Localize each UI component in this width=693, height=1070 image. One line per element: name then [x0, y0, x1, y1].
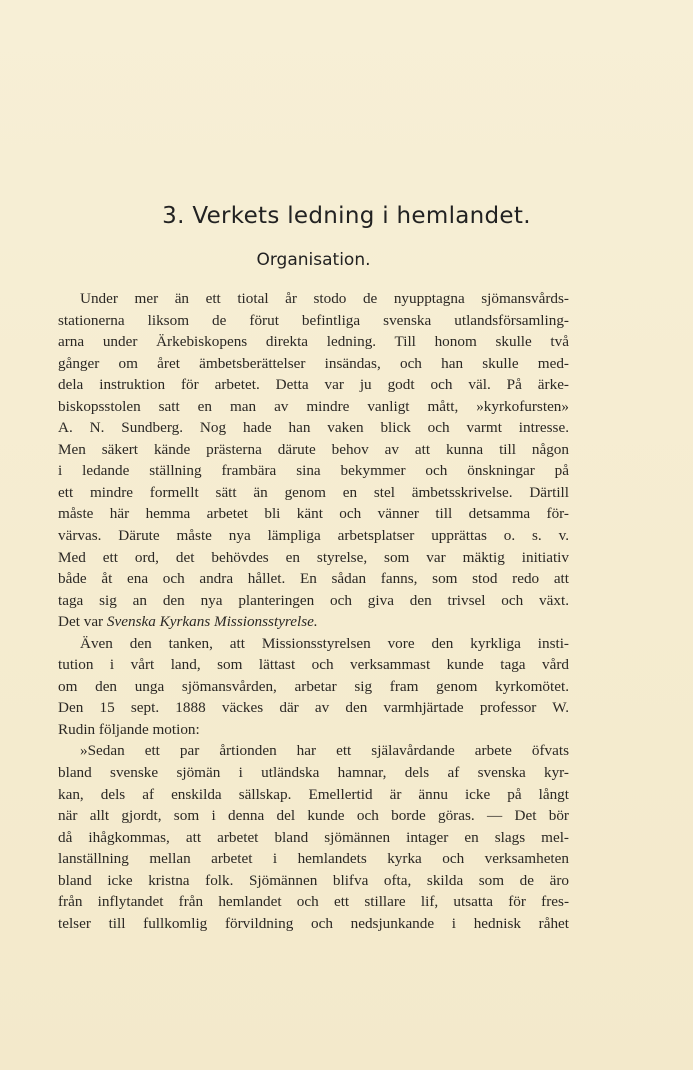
- chapter-heading: [0, 203, 693, 229]
- italic-title: Svenska Kyrkans Missionsstyrelse.: [106, 613, 318, 631]
- text-line-content: i ledande ställning frambära sina bekymmer och önskningar på: [58, 462, 569, 480]
- text-line: [58, 654, 569, 676]
- text-line: [58, 482, 569, 504]
- text-line-content: om den unga sjömansvården, arbetar sig fram genom kyrkomötet.: [58, 677, 569, 695]
- text-line: [58, 633, 569, 655]
- text-line-content: tution i vårt land, som lättast och verksammast kunde taga vård: [58, 656, 569, 674]
- text-line: [58, 848, 569, 870]
- text-line-content: bland icke kristna folk. Sjömännen blifva ofta, skilda som de äro: [58, 871, 569, 889]
- text-line-content: när allt gjordt, som i denna del kunde och borde göras. — Det bör: [58, 807, 569, 825]
- text-line-content: stationerna liksom de förut befintliga svenska utlandsförsamling-: [58, 311, 569, 329]
- text-line-content: ett mindre formellt sätt än genom en stel ämbetsskrivelse. Därtill: [58, 483, 569, 501]
- text-line-content: Men säkert kände prästerna därute behov av att kunna till någon: [58, 440, 569, 458]
- text-line: [58, 310, 569, 332]
- text-line-content: då ihågkommas, att arbetet bland sjömännen intager en slags mel-: [58, 828, 569, 846]
- text-line: [58, 870, 569, 892]
- text-line-content: bland svenske sjömän i utländska hamnar, dels af svenska kyr-: [58, 764, 569, 782]
- text-line-content: arna under Ärkebiskopens direkta ledning. Till honom skulle två: [58, 333, 569, 351]
- text-line-content: Under mer än ett tiotal år stodo de nyupptagna sjömansvårds-: [80, 290, 569, 307]
- text-line-content: lanställning mellan arbetet i hemlandets kyrka och verksamheten: [58, 850, 569, 868]
- text-line-content: dela instruktion för arbetet. Detta var ju godt och väl. På ärke-: [58, 376, 569, 394]
- text-line: [58, 611, 569, 633]
- text-line: [58, 719, 569, 741]
- text-line: [58, 503, 569, 525]
- text-line: [58, 740, 569, 762]
- text-line: [58, 417, 569, 439]
- text-line: [58, 288, 569, 310]
- text-line: [58, 460, 569, 482]
- text-line-content: värvas. Därute måste nya lämpliga arbetsplatser upprättas o. s. v.: [58, 527, 569, 545]
- text-line: [58, 547, 569, 569]
- text-line: [58, 676, 569, 698]
- text-line: [58, 697, 569, 719]
- text-line: [58, 353, 569, 375]
- text-line: [58, 331, 569, 353]
- text-line-content: Med ett ord, det behövdes en styrelse, som var mäktig initiativ: [58, 548, 569, 566]
- chapter-title: Verkets ledning i hemlandet.: [192, 203, 531, 229]
- text-line: [58, 396, 569, 418]
- text-line: [58, 568, 569, 590]
- text-line: [58, 891, 569, 913]
- text-line: [58, 913, 569, 935]
- text-line: [58, 827, 569, 849]
- text-line-content: kan, dels af enskilda sällskap. Emellertid är ännu icke på långt: [58, 785, 569, 803]
- text-line-content: A. N. Sundberg. Nog hade han vaken blick och varmt intresse.: [58, 419, 569, 437]
- text-line: [58, 590, 569, 612]
- body-text: [58, 288, 569, 934]
- text-line-content: Rudin följande motion:: [58, 720, 200, 738]
- text-line-content: taga sig an den nya planteringen och giva den trivsel och växt.: [58, 591, 569, 609]
- text-line-content: både åt ena och andra hållet. En sådan fanns, som stod redo att: [58, 570, 569, 588]
- section-heading: Organisation.: [256, 250, 371, 270]
- text-line-content: biskopsstolen satt en man av mindre vanligt mått, »kyrkofursten»: [58, 397, 569, 415]
- text-line-content: telser till fullkomlig förvildning och nedsjunkande i hednisk råhet: [58, 914, 569, 932]
- text-line: [58, 784, 569, 806]
- text-line: [58, 439, 569, 461]
- text-line-content: från inflytandet från hemlandet och ett stillare lif, utsatta för fres-: [58, 893, 569, 911]
- chapter-number: 3.: [162, 203, 185, 229]
- text-line-content: måste här hemma arbetet bli känt och vänner till detsamma för-: [58, 505, 569, 523]
- text-line-content: Det var: [58, 613, 107, 631]
- text-line: [58, 374, 569, 396]
- text-line: [58, 525, 569, 547]
- text-line-content: gånger om året ämbetsberättelser insändas, och han skulle med-: [58, 354, 569, 372]
- text-line-content: Även den tanken, att Missionsstyrelsen vore den kyrkliga insti-: [80, 634, 569, 652]
- text-line-content: Den 15 sept. 1888 väckes där av den varmhjärtade professor W.: [58, 699, 569, 717]
- text-line: [58, 805, 569, 827]
- text-line-content: »Sedan ett par årtionden har ett själavårdande arbete öfvats: [80, 742, 569, 760]
- text-line: [58, 762, 569, 784]
